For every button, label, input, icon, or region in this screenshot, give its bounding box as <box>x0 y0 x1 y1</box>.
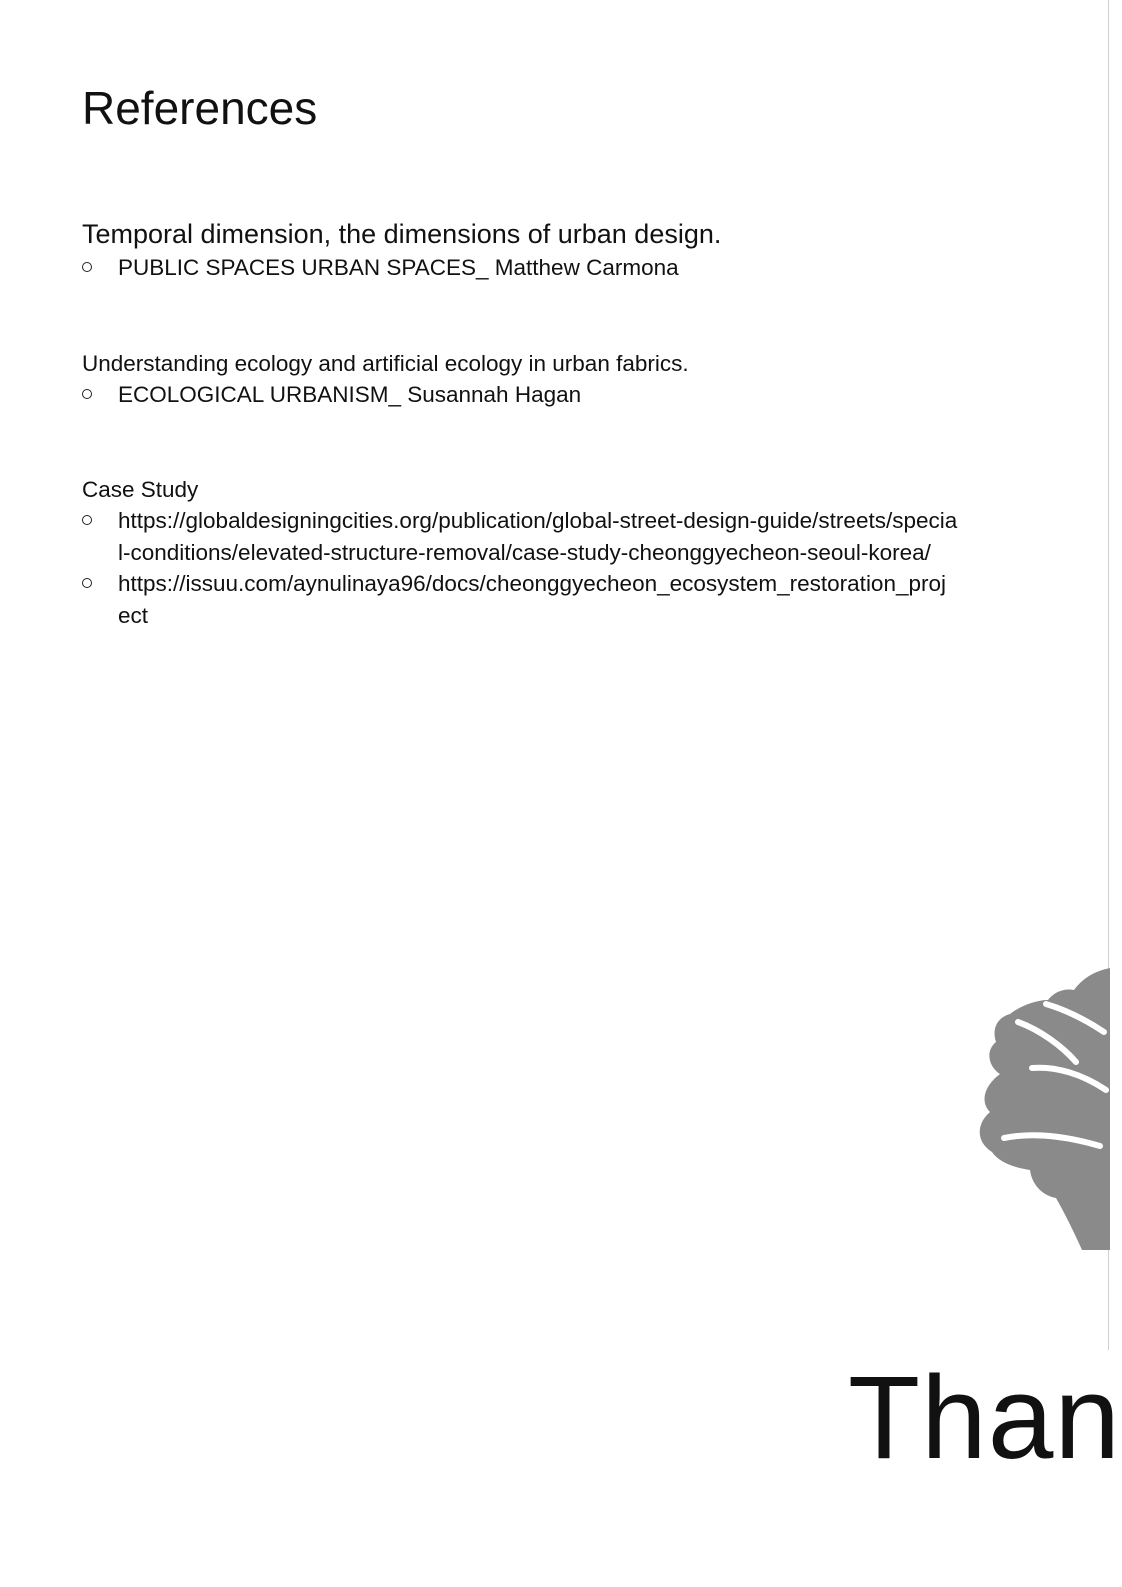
leaf-illustration-icon <box>970 960 1110 1260</box>
page-title: References <box>82 82 318 134</box>
reference-section-case-study <box>82 474 982 631</box>
reference-section-urban-design <box>82 216 982 284</box>
reference-item <box>82 505 982 568</box>
section-heading: Temporal dimension, the dimensions of urban design. <box>82 219 722 249</box>
hollow-circle-bullet-icon <box>82 262 92 272</box>
reference-list <box>82 379 982 411</box>
reference-item <box>82 568 982 631</box>
section-heading: Understanding ecology and artificial ecology in urban fabrics. <box>82 351 689 376</box>
reference-link-issuu[interactable]: https://issuu.com/aynulinaya96/docs/cheonggyecheon_ecosystem_restoration_project <box>118 571 946 628</box>
reference-list <box>82 252 982 284</box>
reference-list <box>82 505 982 631</box>
reference-text: ECOLOGICAL URBANISM_ Susannah Hagan <box>118 382 582 407</box>
leaf-shape <box>980 968 1110 1250</box>
section-heading: Case Study <box>82 477 199 502</box>
reference-item <box>82 379 982 411</box>
reference-link-global-designing-cities[interactable]: https://globaldesigningcities.org/publication/global-street-design-guide/streets/special-conditions/elevated-structure-removal/case-study-cheonggyecheon-seoul-korea/ <box>118 508 958 565</box>
reference-section-ecology <box>82 348 982 411</box>
hollow-circle-bullet-icon <box>82 515 92 525</box>
reference-item <box>82 252 982 284</box>
hollow-circle-bullet-icon <box>82 578 92 588</box>
reference-text: PUBLIC SPACES URBAN SPACES_ Matthew Carmona <box>118 255 679 280</box>
hollow-circle-bullet-icon <box>82 389 92 399</box>
thanks-heading: Than <box>848 1352 1121 1484</box>
